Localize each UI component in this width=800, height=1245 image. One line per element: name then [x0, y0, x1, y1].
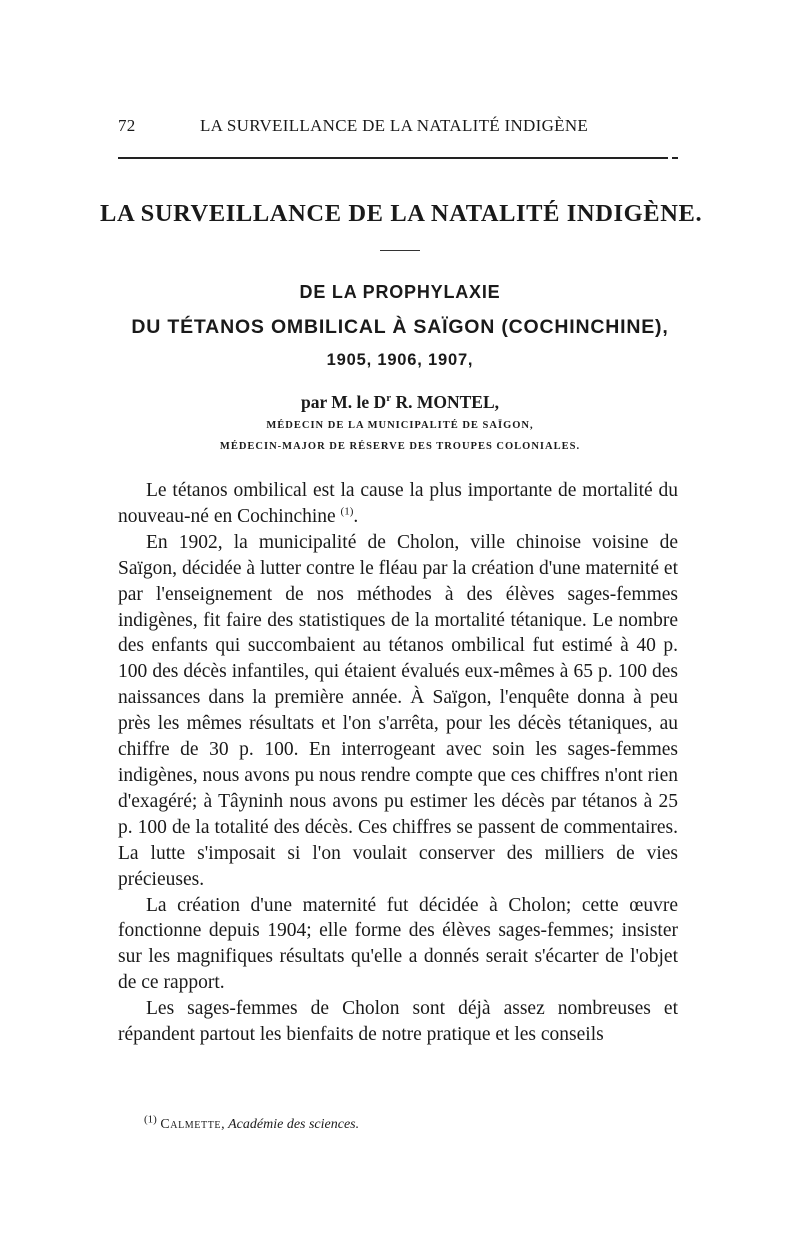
footnote-author: Calmette	[160, 1117, 222, 1132]
author-line	[100, 392, 700, 413]
running-title: LA SURVEILLANCE DE LA NATALITÉ INDIGÈNE	[200, 116, 589, 135]
footnote-separator: ,	[221, 1117, 229, 1132]
paragraph-3: La création d'une maternité fut décidée à Cholon; cette œuvre fonctionne depuis 1904; elle forme des élèves sages-femmes; insister sur les magnifiques résultats qu'elle a donnés serait s'écarter de l'objet de ce rapport.	[118, 894, 678, 994]
author-credential-1: MÉDECIN DE LA MUNICIPALITÉ DE SAÏGON,	[266, 420, 534, 431]
page-number: 72	[118, 116, 136, 135]
subtitle-line-3: 1905, 1906, 1907,	[326, 351, 474, 369]
author-prefix: par M. le D	[300, 392, 387, 412]
subtitle-line-2: DU TÉTANOS OMBILICAL À SAÏGON (COCHINCHINE),	[131, 316, 669, 338]
author-credential-2: MÉDECIN-MAJOR DE RÉSERVE DES TROUPES COLONIALES.	[219, 441, 581, 452]
footnote-mark: (1)	[144, 1113, 157, 1126]
header-rule-end	[672, 157, 678, 159]
footnote	[144, 1113, 684, 1133]
paragraph-1	[118, 478, 678, 530]
footnote-source: Académie des sciences.	[228, 1117, 360, 1132]
footnote-reference[interactable]: (1)	[340, 505, 354, 518]
paragraph-1-end: .	[353, 505, 359, 527]
author-title-sup: r	[386, 392, 392, 405]
paragraph-1-text: Le tétanos ombilical est la cause la plus importante de mortalité du nouveau-né en Cochinchine	[118, 480, 678, 527]
subtitle-line-1: DE LA PROPHYLAXIE	[299, 282, 501, 302]
paragraph-4: Les sages-femmes de Cholon sont déjà assez nombreuses et répandent partout les bienfaits de notre pratique et les conseils	[118, 998, 678, 1046]
body-text	[118, 478, 678, 1048]
paragraph-2: En 1902, la municipalité de Cholon, ville chinoise voisine de Saïgon, décidée à lutter contre le fléau par la création d'une maternité et par l'enseignement de nos méthodes à des élèves sages-femmes indigènes, fit faire des statistiques de la mortalité tétanique. Le nombre des enfants qui succombaient au tétanos ombilical fut estimé à 40 p. 100 des décès infantiles, qui étaient évalués eux-mêmes à 65 p. 100 des naissances dans la première année. À Saïgon, l'enquête donna à peu près les mêmes résultats et l'on s'arrêta, pour les décès tétaniques, au chiffre de 30 p. 100. En interrogeant avec soin les sages-femmes indigènes, nous avons pu nous rendre compte que ces chiffres n'ont rien d'exagéré; à Tâyninh nous avons pu estimer les décès par tétanos à 25 p. 100 de la totalité des décès. Ces chiffres se passent de commentaires. La lutte s'imposait si l'on voulait conserver des milliers de vies précieuses.	[118, 531, 678, 890]
author-name: R. MONTEL,	[391, 392, 500, 412]
title-divider	[380, 250, 420, 251]
article-title: LA SURVEILLANCE DE LA NATALITÉ INDIGÈNE.	[100, 200, 703, 227]
header-rule	[118, 157, 668, 159]
running-head	[118, 116, 678, 142]
